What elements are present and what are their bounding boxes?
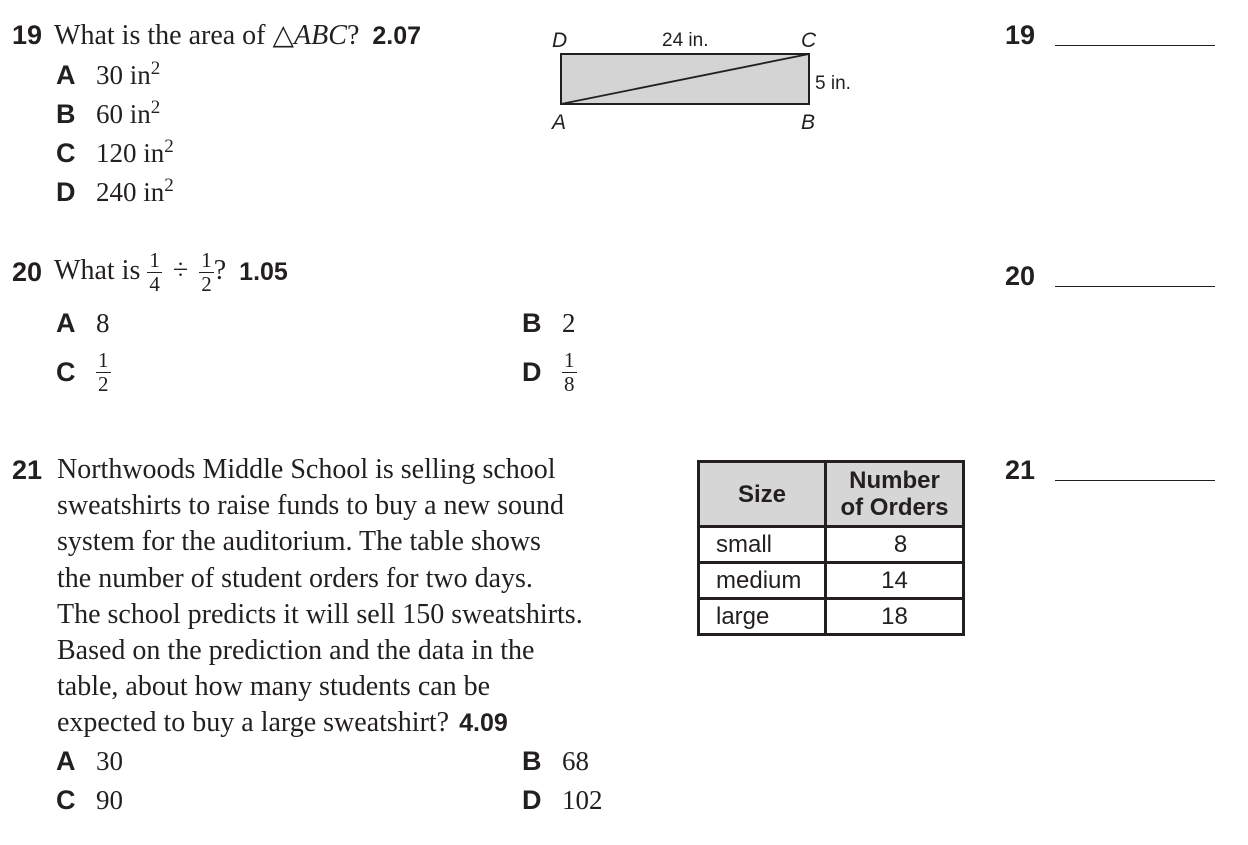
option-b[interactable]: [56, 97, 160, 130]
top-dimension-label: 24 in.: [662, 30, 709, 51]
option-d[interactable]: [56, 175, 174, 208]
question-number: 19: [12, 20, 43, 50]
size-cell: medium: [699, 563, 826, 599]
option-value: 8: [96, 308, 110, 338]
question-prompt: [54, 248, 233, 296]
option-letter: A: [56, 60, 76, 90]
prompt-text: What is: [54, 254, 141, 286]
standard-code: 4.09: [459, 709, 508, 738]
prompt-line: table, about how many students can be: [57, 671, 491, 703]
size-cell: large: [699, 599, 826, 635]
option-d[interactable]: [522, 350, 577, 395]
triangle-name: ABC: [294, 20, 347, 51]
divide-sign: ÷: [172, 254, 189, 286]
question-prompt: [57, 452, 583, 742]
answer-line[interactable]: [1055, 286, 1215, 287]
table-row: [699, 527, 964, 563]
option-value: 120 $in^2$: [96, 136, 174, 168]
option-value: 30 $in^2$: [96, 58, 161, 90]
standard-code: 2.07: [372, 22, 422, 50]
option-a[interactable]: [56, 58, 160, 91]
option-d[interactable]: [522, 785, 603, 816]
option-value: 2: [562, 308, 576, 338]
option-value: 102: [562, 785, 603, 815]
option-letter: B: [522, 746, 542, 776]
question-mark: ?: [346, 20, 360, 51]
answer-label: 21: [1005, 455, 1036, 485]
prompt-line: system for the auditorium. The table shows: [57, 526, 541, 558]
option-letter: D: [56, 177, 76, 207]
size-cell: small: [699, 527, 826, 563]
orders-cell: 8: [826, 527, 964, 563]
question-prompt: [54, 20, 366, 51]
option-letter: D: [522, 785, 542, 815]
header-size: Size: [699, 462, 826, 527]
rectangle-figure: [540, 25, 870, 140]
option-a[interactable]: [56, 746, 123, 777]
table-row: [699, 563, 964, 599]
option-value: 60 $in^2$: [96, 97, 161, 129]
triangle-symbol: △: [272, 20, 295, 51]
option-b[interactable]: [522, 746, 589, 777]
question-20: [12, 250, 288, 295]
option-fraction: $\frac{1}{2}$: [98, 348, 109, 396]
option-value: 90: [96, 785, 123, 815]
answer-line[interactable]: [1055, 480, 1215, 481]
answer-label: 19: [1005, 20, 1036, 50]
prompt-line: The school predicts it will sell 150 sweatshirts.: [57, 598, 583, 630]
option-letter: C: [56, 138, 76, 168]
option-c[interactable]: [56, 785, 123, 816]
vertex-label-d: D: [552, 29, 568, 52]
option-b[interactable]: [522, 308, 576, 339]
header-orders: Number of Orders: [826, 462, 964, 527]
vertex-label-a: A: [552, 111, 567, 134]
option-letter: D: [522, 357, 542, 387]
prompt-line: sweatshirts to raise funds to buy a new sound: [57, 490, 565, 522]
fraction-one-half: $\frac{1}{2}$: [201, 248, 212, 296]
prompt-line: Based on the prediction and the data in the: [57, 635, 535, 667]
option-letter: A: [56, 746, 76, 776]
option-value: 68: [562, 746, 589, 776]
option-value: 240 $in^2$: [96, 175, 174, 207]
option-letter: B: [56, 99, 76, 129]
standard-code: 1.05: [239, 258, 288, 286]
fraction-one-fourth: $\frac{1}{4}$: [149, 248, 160, 296]
orders-table: [697, 460, 965, 636]
vertex-label-b: B: [801, 111, 816, 134]
option-c[interactable]: [56, 350, 111, 395]
option-value: 30: [96, 746, 123, 776]
option-letter: A: [56, 308, 76, 338]
option-a[interactable]: [56, 308, 110, 339]
side-dimension-label: 5 in.: [815, 73, 851, 94]
prompt-line: Northwoods Middle School is selling school: [57, 454, 556, 485]
option-letter: B: [522, 308, 542, 338]
question-mark: ?: [213, 254, 227, 286]
prompt-line: the number of student orders for two days.: [57, 562, 533, 594]
answer-line[interactable]: [1055, 45, 1215, 46]
question-number: 21: [12, 455, 43, 485]
prompt-text: What is the area of: [54, 20, 266, 51]
answer-label: 20: [1005, 261, 1036, 291]
table-row: [699, 599, 964, 635]
option-letter: C: [56, 357, 76, 387]
option-c[interactable]: [56, 136, 174, 169]
option-letter: C: [56, 785, 76, 815]
question-number: 20: [12, 257, 43, 287]
vertex-label-c: C: [801, 29, 817, 52]
table-header-row: [699, 462, 964, 527]
orders-cell: 18: [826, 599, 964, 635]
prompt-line-last: expected to buy a large sweatshirt? 4.09: [57, 707, 508, 739]
question-19: [12, 18, 421, 52]
orders-cell: 14: [826, 563, 964, 599]
option-fraction: $\frac{1}{8}$: [564, 348, 575, 396]
